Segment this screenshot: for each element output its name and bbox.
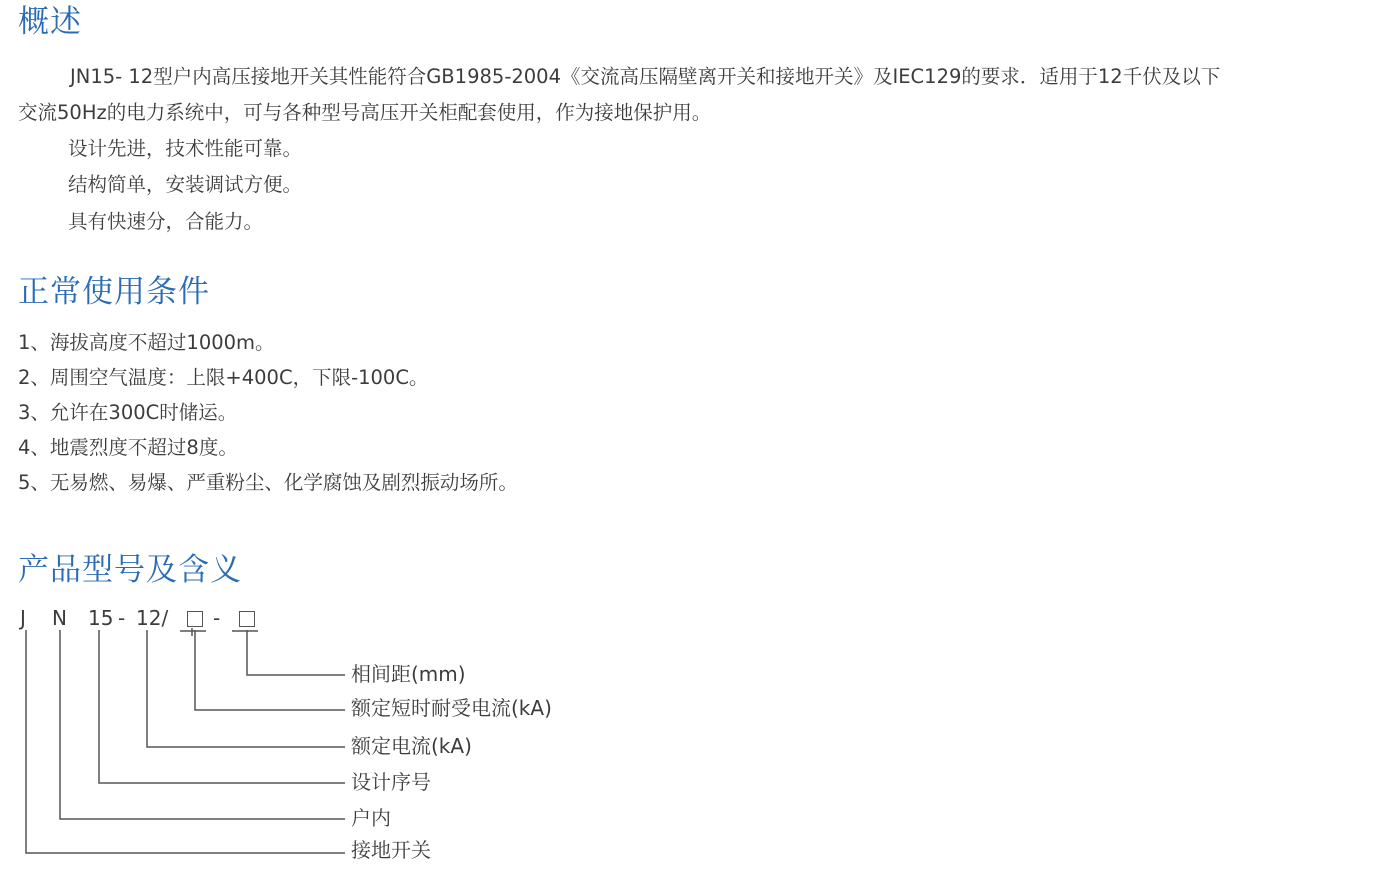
connector-short-time-current xyxy=(195,630,345,710)
meaning-design-serial: 设计序号 xyxy=(351,770,431,794)
condition-item: 3、允许在300C时储运。 xyxy=(18,401,238,424)
condition-item: 1、海拔高度不超过1000m。 xyxy=(18,331,275,354)
connector-rated-current xyxy=(147,630,345,747)
model-code-voltage: 12/ xyxy=(136,606,169,630)
model-code-n: N xyxy=(52,606,67,630)
model-code-series: 15 xyxy=(88,606,114,630)
meaning-spacing: 相间距(mm) xyxy=(351,662,466,686)
connector-spacing xyxy=(247,630,345,675)
overview-intro-line1: JN15- 12型户内高压接地开关其性能符合GB1985-2004《交流高压隔壁离开关和接地开关》及IEC129的要求．适用于12千伏及以下 xyxy=(70,65,1221,88)
model-code-dash: - xyxy=(213,606,221,630)
feature-item: 具有快速分，合能力。 xyxy=(68,210,264,233)
meaning-indoor: 户内 xyxy=(351,806,391,830)
feature-item: 设计先进，技术性能可靠。 xyxy=(68,137,303,160)
conditions-heading: 正常使用条件 xyxy=(18,274,210,310)
overview-intro-line2: 交流50Hz的电力系统中，可与各种型号高压开关柜配套使用，作为接地保护用。 xyxy=(18,101,712,124)
condition-item: 4、地震烈度不超过8度。 xyxy=(18,436,238,459)
connector-indoor xyxy=(60,630,345,819)
overview-heading: 概述 xyxy=(18,4,82,40)
model-code-j: J xyxy=(20,606,26,630)
model-heading: 产品型号及含义 xyxy=(18,552,242,588)
condition-item: 5、无易燃、易爆、严重粉尘、化学腐蚀及剧烈振动场所。 xyxy=(18,471,518,494)
condition-item: 2、周围空气温度：上限+400C，下限-100C。 xyxy=(18,366,429,389)
meaning-short-time-current: 额定短时耐受电流(kA) xyxy=(351,696,552,720)
connector-design-serial xyxy=(99,630,345,783)
meaning-earthing-switch: 接地开关 xyxy=(351,838,431,862)
model-code-dash: - xyxy=(118,606,126,630)
meaning-rated-current: 额定电流(kA) xyxy=(351,734,472,758)
feature-item: 结构简单，安装调试方便。 xyxy=(68,173,303,196)
